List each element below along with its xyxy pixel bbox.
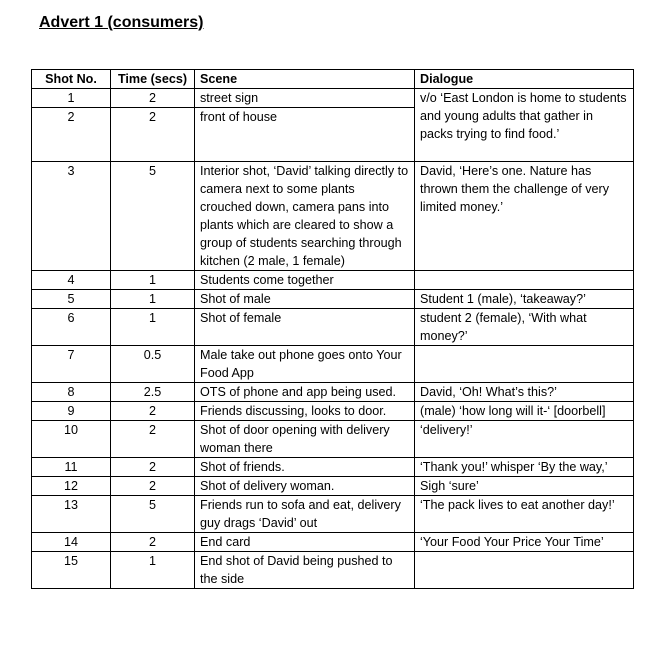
table-row — [32, 477, 634, 496]
cell-dialogue: David, ‘Oh! What’s this?’ — [415, 383, 634, 402]
page-title: Advert 1 (consumers) — [39, 14, 204, 31]
cell-scene: Shot of door opening with delivery woman there — [195, 421, 415, 458]
cell-scene: Shot of friends. — [195, 458, 415, 477]
table-row — [32, 458, 634, 477]
shot-list-table — [31, 69, 634, 589]
cell-time: 2 — [111, 533, 195, 552]
cell-scene: OTS of phone and app being used. — [195, 383, 415, 402]
cell-dialogue: Student 1 (male), ‘takeaway?’ — [415, 290, 634, 309]
header-scene: Scene — [195, 70, 415, 89]
cell-time: 1 — [111, 552, 195, 589]
cell-time: 5 — [111, 162, 195, 271]
cell-scene: Students come together — [195, 271, 415, 290]
table-header-row — [32, 70, 634, 89]
header-dialogue: Dialogue — [415, 70, 634, 89]
cell-scene: Friends run to sofa and eat, delivery guy drags ‘David’ out — [195, 496, 415, 533]
header-shot-no: Shot No. — [32, 70, 111, 89]
cell-shot: 5 — [32, 290, 111, 309]
cell-dialogue: student 2 (female), ‘With what money?’ — [415, 309, 634, 346]
table-row — [32, 162, 634, 271]
header-time: Time (secs) — [111, 70, 195, 89]
cell-shot: 7 — [32, 346, 111, 383]
table-row — [32, 383, 634, 402]
cell-shot: 12 — [32, 477, 111, 496]
table-row — [32, 496, 634, 533]
cell-dialogue: ‘delivery!’ — [415, 421, 634, 458]
cell-dialogue: David, ‘Here’s one. Nature has thrown them the challenge of very limited money.’ — [415, 162, 634, 271]
cell-time: 2 — [111, 477, 195, 496]
cell-shot: 10 — [32, 421, 111, 458]
table-row — [32, 271, 634, 290]
cell-scene: End shot of David being pushed to the side — [195, 552, 415, 589]
cell-scene: street sign — [195, 89, 415, 108]
cell-time: 0.5 — [111, 346, 195, 383]
cell-dialogue — [415, 552, 634, 589]
cell-dialogue: ‘Thank you!’ whisper ‘By the way,’ — [415, 458, 634, 477]
cell-scene: front of house — [195, 108, 415, 162]
table-row — [32, 552, 634, 589]
cell-scene: Shot of female — [195, 309, 415, 346]
cell-shot: 1 — [32, 89, 111, 108]
cell-scene: Shot of delivery woman. — [195, 477, 415, 496]
cell-shot: 15 — [32, 552, 111, 589]
cell-time: 1 — [111, 309, 195, 346]
cell-dialogue: (male) ‘how long will it-‘ [doorbell] — [415, 402, 634, 421]
cell-shot: 3 — [32, 162, 111, 271]
cell-shot: 9 — [32, 402, 111, 421]
table-row — [32, 346, 634, 383]
table-row — [32, 309, 634, 346]
table-row — [32, 421, 634, 458]
cell-time: 1 — [111, 271, 195, 290]
cell-scene: Interior shot, ‘David’ talking directly to camera next to some plants crouched down, camera pans into plants which are cleared to show a group of students searching through kitchen (2 male, 1 female) — [195, 162, 415, 271]
cell-time: 2 — [111, 108, 195, 162]
cell-time: 2 — [111, 458, 195, 477]
cell-dialogue — [415, 346, 634, 383]
cell-shot: 2 — [32, 108, 111, 162]
cell-dialogue: Sigh ‘sure’ — [415, 477, 634, 496]
cell-dialogue — [415, 271, 634, 290]
table-row — [32, 89, 634, 108]
cell-shot: 14 — [32, 533, 111, 552]
cell-shot: 8 — [32, 383, 111, 402]
cell-dialogue: ‘Your Food Your Price Your Time’ — [415, 533, 634, 552]
cell-scene: Shot of male — [195, 290, 415, 309]
cell-shot: 6 — [32, 309, 111, 346]
cell-time: 2 — [111, 402, 195, 421]
table-row — [32, 402, 634, 421]
cell-shot: 13 — [32, 496, 111, 533]
cell-scene: Friends discussing, looks to door. — [195, 402, 415, 421]
cell-shot: 11 — [32, 458, 111, 477]
cell-scene: End card — [195, 533, 415, 552]
cell-time: 2.5 — [111, 383, 195, 402]
cell-dialogue: v/o ‘East London is home to students and young adults that gather in packs trying to find food.’ — [415, 89, 634, 162]
cell-time: 5 — [111, 496, 195, 533]
cell-shot: 4 — [32, 271, 111, 290]
cell-time: 2 — [111, 421, 195, 458]
cell-scene: Male take out phone goes onto Your Food App — [195, 346, 415, 383]
table-row — [32, 290, 634, 309]
cell-time: 2 — [111, 89, 195, 108]
cell-time: 1 — [111, 290, 195, 309]
cell-dialogue: ‘The pack lives to eat another day!’ — [415, 496, 634, 533]
table-row — [32, 533, 634, 552]
